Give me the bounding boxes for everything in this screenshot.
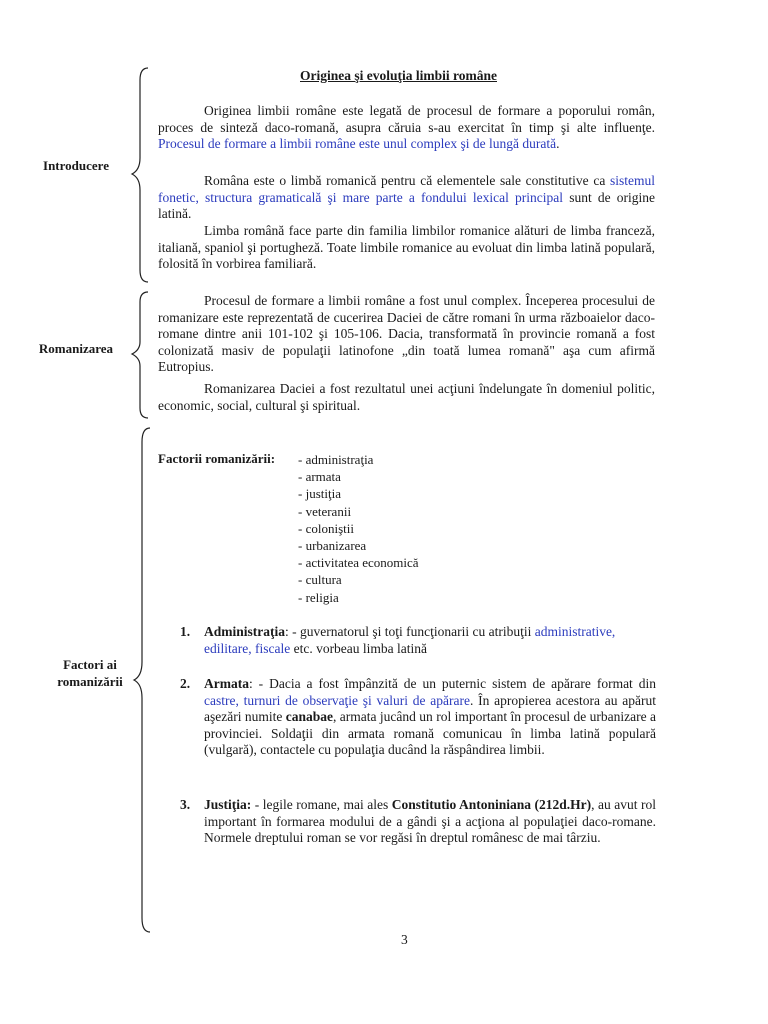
factor-item: - urbanizarea bbox=[298, 538, 367, 554]
intro-p2-text: Româna este o limbă romanică pentru că elementele sale constitutive ca bbox=[204, 173, 610, 188]
item-number-3: 3. bbox=[180, 797, 191, 812]
item-2-term: Armata bbox=[204, 676, 249, 691]
item-1-term: Administraţia bbox=[204, 624, 285, 639]
factor-item: - veteranii bbox=[298, 503, 352, 519]
intro-p1-highlight: Procesul de formare a limbii române este unul complex şi de lungă durată bbox=[158, 136, 557, 152]
factor-item: - justiţia bbox=[298, 486, 341, 502]
item-3-bold: Constitutio Antoniniana (212d.Hr) bbox=[391, 797, 592, 812]
romanizarea-paragraph-2 bbox=[158, 381, 655, 414]
document-title: Originea şi evoluţia limbii române bbox=[300, 68, 497, 83]
factor-item: - administraţia bbox=[298, 452, 374, 467]
item-armata bbox=[204, 676, 656, 759]
factors-list bbox=[298, 451, 419, 606]
factor-item: - coloniştii bbox=[298, 520, 354, 536]
item-2-text: : - Dacia a fost împânzită de un puternic sistem de apărare format din bbox=[248, 676, 656, 691]
section-label-romanizarea: Romanizarea bbox=[38, 341, 114, 356]
intro-paragraph-3 bbox=[158, 223, 655, 273]
intro-p3-text: Limba română face parte din familia limbilor romanice alături de limba franceză, italiană, spaniol şi portugheză. Toate limbile romanice au evoluat din limba latină populară, folosită în vorbirea familiară. bbox=[158, 223, 655, 272]
section-label-introducere: Introducere bbox=[43, 158, 109, 173]
intro-p2-highlight: sistemul fonetic, structura gramaticală şi mare parte a fondului lexical principal bbox=[158, 173, 655, 205]
item-2-bold: canabae bbox=[285, 709, 334, 725]
romanizarea-p2-text: Romanizarea Daciei a fost rezultatul unei acţiuni îndelungate în domeniul politic, economic, social, cultural şi spiritual. bbox=[158, 381, 655, 413]
item-number-1: 1. bbox=[180, 624, 191, 639]
item-1-text: : - guvernatorul şi toţi funcţionarii cu atribuţii bbox=[285, 624, 535, 639]
intro-paragraph-1 bbox=[158, 103, 655, 153]
item-justitia bbox=[204, 797, 656, 847]
factor-item: - armata bbox=[298, 469, 341, 485]
section-label-factori-line1: Factori ai bbox=[63, 657, 117, 672]
item-2-text-b: . În apropierea acestora au apărut aşezări numite bbox=[204, 692, 656, 725]
intro-paragraph-2 bbox=[158, 173, 655, 223]
brace-introducere bbox=[126, 66, 154, 284]
intro-p1-end: . bbox=[556, 136, 560, 152]
item-1-end: etc. vorbeau limba latină bbox=[290, 640, 428, 656]
item-2-text-c: , armata jucând un rol important în procesul de urbanizare a provinciei. Soldaţii din armata romană comunicau în limba latină populară (vulgară), contactele cu populaţia ducând la răspândirea limbii. bbox=[204, 709, 656, 758]
item-3-term: Justiţia: bbox=[204, 797, 252, 812]
intro-p2-end: sunt de origine latină. bbox=[158, 189, 655, 222]
brace-factori bbox=[128, 426, 156, 934]
item-number-2: 2. bbox=[180, 676, 191, 691]
section-label-factori-line2: romanizării bbox=[57, 674, 123, 689]
item-2-highlight: castre, turnuri de observaţie şi valuri de apărare bbox=[204, 692, 470, 708]
item-administratia bbox=[204, 624, 656, 657]
brace-romanizarea bbox=[126, 290, 154, 420]
item-3-text: - legile romane, mai ales bbox=[251, 797, 392, 812]
page-number: 3 bbox=[401, 932, 408, 947]
factor-item: - cultura bbox=[298, 572, 342, 588]
romanizarea-p1-text: Procesul de formare a limbii române a fost unul complex. Începerea procesului de romanizare este reprezentată de cucerirea Daciei de către romani în urma războaielor daco-romane dintre anii 101-102 şi 105-106. Dacia, transformată în provincie romană a fost colonizată masiv de populaţii latinofone „din toată lumea romană" aşa cum afirmă Eutropius. bbox=[158, 293, 655, 375]
intro-p1-text: Originea limbii române este legată de procesul de formare a poporului român, proces de sinteză daco-romană, asupra căruia s-au exercitat în timp şi alte influenţe. bbox=[158, 103, 655, 135]
item-3-text-c: , au avut rol important în formarea modului de a gândi şi a acţiona al populaţiei daco-romane. Normele dreptului roman se vor regăsi în dreptul românesc de mai târziu. bbox=[204, 797, 656, 846]
factors-heading: Factorii romanizării: bbox=[158, 451, 276, 466]
factor-item: - activitatea economică bbox=[298, 555, 419, 571]
item-1-highlight: administrative, edilitare, fiscale bbox=[204, 624, 616, 656]
factor-item: - religia bbox=[298, 589, 339, 605]
romanizarea-paragraph-1 bbox=[158, 293, 655, 376]
